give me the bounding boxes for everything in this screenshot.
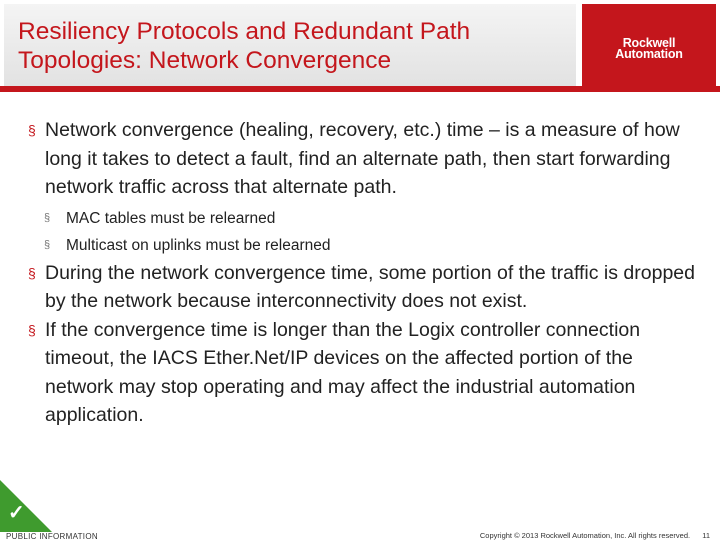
sub-bullet-text: Multicast on uplinks must be relearned	[66, 236, 331, 254]
bullet-text: Network convergence (healing, recovery, etc.) time – is a measure of how long it takes to detect a fault, find an alternate path, then start forwarding network traffic across that alternate path.	[45, 119, 680, 198]
sub-bullet-list	[28, 205, 698, 259]
title-box	[4, 4, 576, 86]
page-number: 11	[702, 531, 710, 540]
logo-line-2: Automation	[615, 47, 683, 61]
logo-line-1: Rockwell	[622, 36, 676, 50]
logo-text	[582, 38, 716, 60]
bullet-item	[28, 116, 698, 202]
slide-header	[0, 0, 720, 86]
rockwell-automation-logo	[582, 4, 716, 86]
slide-title: Resiliency Protocols and Redundant Path Topologies: Network Convergence	[18, 18, 471, 74]
classification-label: PUBLIC INFORMATION	[6, 532, 98, 541]
sub-bullet-text: MAC tables must be relearned	[66, 209, 276, 227]
footer-copyright	[480, 531, 710, 540]
sub-bullet-mark-icon: §	[44, 238, 51, 251]
header-divider	[0, 86, 720, 92]
sub-bullet-item	[28, 205, 698, 232]
sub-bullet-item	[28, 232, 698, 259]
bullet-mark-icon: §	[28, 264, 36, 281]
checkmark-icon: ✓	[8, 502, 25, 524]
bullet-text: If the convergence time is longer than the Logix controller connection timeout, the IACS Ether.Net/IP devices on the affected portion of the network may stop operating and may affect the industrial automation application.	[45, 318, 641, 426]
slide-body	[28, 116, 698, 430]
bullet-mark-icon: §	[28, 122, 36, 138]
bullet-item	[28, 259, 698, 316]
bullet-text: During the network convergence time, some portion of the traffic is dropped by the network because interconnectivity does not exist.	[45, 261, 695, 312]
bullet-item	[28, 316, 698, 430]
bullet-mark-icon: §	[28, 321, 36, 338]
copyright-text: Copyright © 2013 Rockwell Automation, Inc. All rights reserved.	[479, 531, 691, 540]
sub-bullet-mark-icon: §	[44, 211, 51, 224]
